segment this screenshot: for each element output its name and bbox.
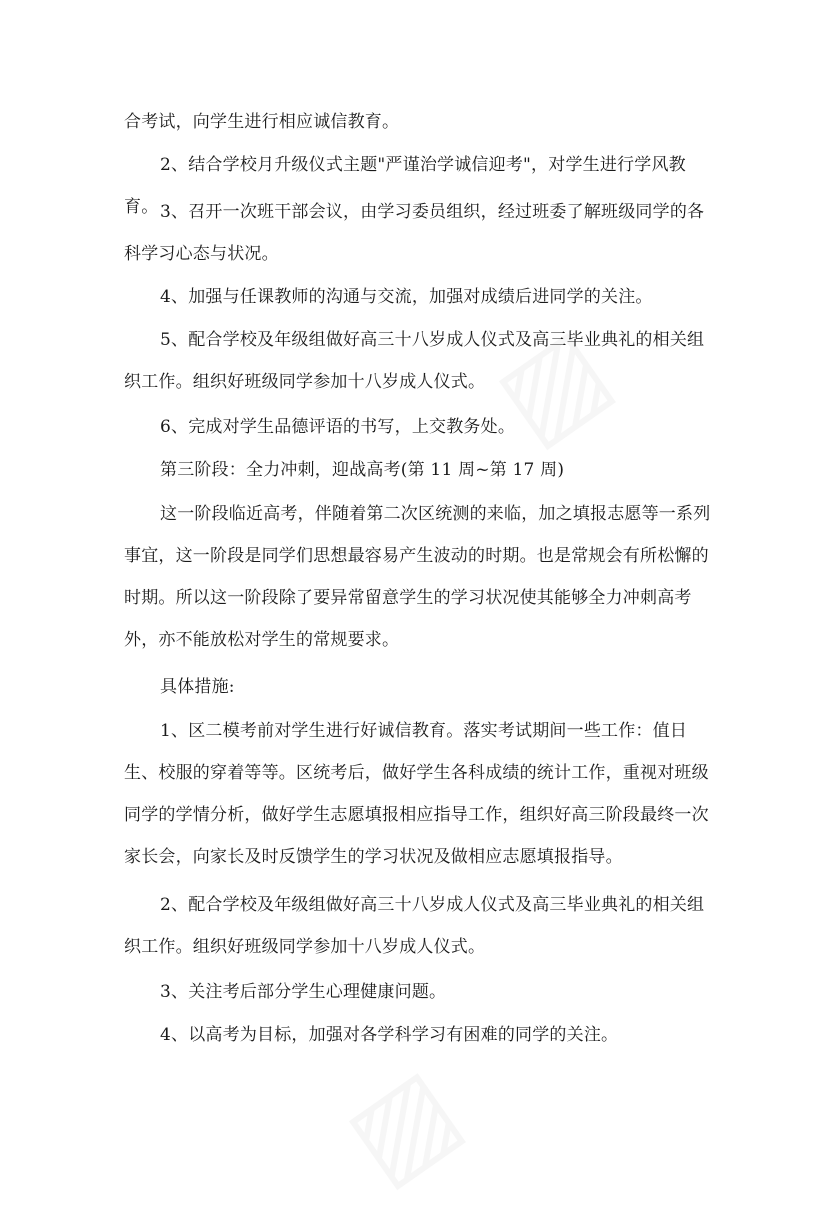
paragraph: 具体措施: xyxy=(160,677,235,697)
paragraph: 1、区二模考前对学生进行好诚信教育。落实考试期间一些工作：值日生、校服的穿着等等。区统考后，做好学生各科成绩的统计工作，重视对班级同学的学情分析，做好学生志愿填报相应指导工作，组织好高三阶段最终一次家长会，向家长及时反馈学生的学习状况及做相应志愿填报指导。 xyxy=(124,721,709,867)
paragraph: 3、召开一次班干部会议，由学习委员组织，经过班委了解班级同学的各科学习心态与状况。 xyxy=(124,202,705,264)
paragraph: 5、配合学校及年级组做好高三十八岁成人仪式及高三毕业典礼的相关组织工作。组织好班级同学参加十八岁成人仪式。 xyxy=(124,330,705,392)
section-heading: 第三阶段：全力冲刺，迎战高考(第 11 周~第 17 周) xyxy=(160,460,565,480)
paragraph: 2、配合学校及年级组做好高三十八岁成人仪式及高三毕业典礼的相关组织工作。组织好班级同学参加十八岁成人仪式。 xyxy=(124,895,705,957)
paragraph: 4、以高考为目标，加强对各学科学习有困难的同学的关注。 xyxy=(160,1025,619,1045)
paragraph: 2、结合学校月升级仪式主题"严谨治学诚信迎考"，对学生进行学风教育。 xyxy=(124,155,686,217)
paragraph: 这一阶段临近高考，伴随着第二次区统测的来临，加之填报志愿等一系列事宜，这一阶段是同学们思想最容易产生波动的时期。也是常规会有所松懈的时期。所以这一阶段除了要异常留意学生的学习状况使其能够全力冲刺高考外，亦不能放松对学生的常规要求。 xyxy=(124,504,711,650)
paragraph: 合考试，向学生进行相应诚信教育。 xyxy=(124,112,400,132)
paragraph: 6、完成对学生品德评语的书写，上交教务处。 xyxy=(160,417,516,437)
paragraph: 4、加强与任课教师的沟通与交流，加强对成绩后进同学的关注。 xyxy=(160,287,653,307)
watermark-mark xyxy=(323,1042,482,1206)
paragraph: 3、关注考后部分学生心理健康问题。 xyxy=(160,982,447,1002)
